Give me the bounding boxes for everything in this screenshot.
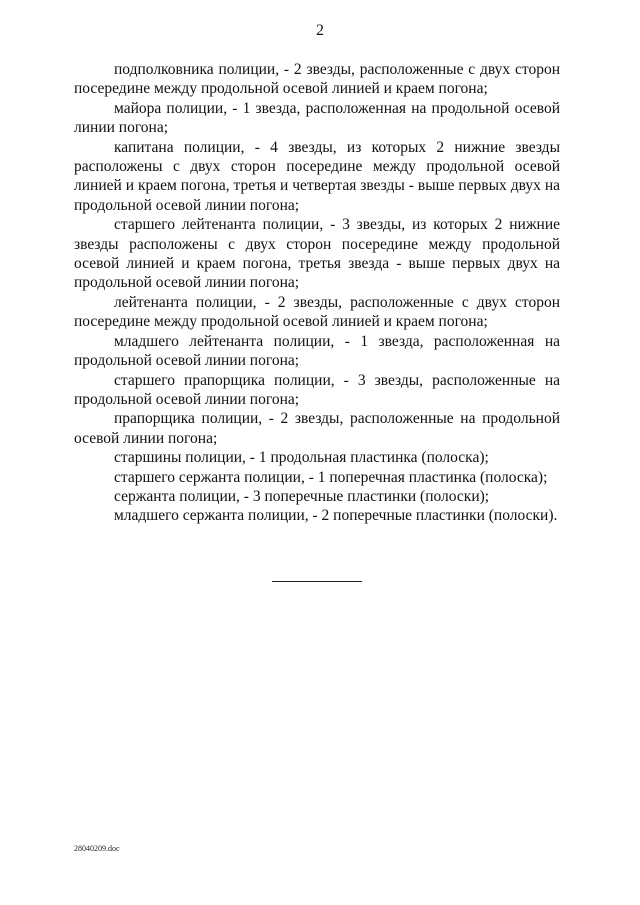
paragraph-junior-lieutenant: младшего лейтенанта полиции, - 1 звезда, расположенная на продольной осевой линии погона; [74,332,560,370]
page-number: 2 [316,22,324,39]
paragraph-senior-sergeant: старшего сержанта полиции, - 1 поперечная пластинка (полоска); [114,468,548,486]
paragraph-lieutenant-colonel: подполковника полиции, - 2 звезды, расположенные с двух сторон посередине между продольной осевой линией и краем погона; [74,61,560,98]
paragraph-senior-lieutenant: старшего лейтенанта полиции, - 3 звезды, из которых 2 нижние звезды расположены с двух сторон посередине между продольной осевой линией и краем погона, третья звезда - выше первых двух на продольной осевой линии погона; [74,216,560,292]
document-body [74,60,560,526]
paragraph-warrant-officer: прапорщика полиции, - 2 звезды, расположенные на продольной осевой линии погона; [74,410,560,447]
paragraph-captain: капитана полиции, - 4 звезды, из которых 2 нижние звезды расположены с двух сторон посередине между продольной осевой линией и краем погона, третья и четвертая звезды - выше первых двух на продольной осевой линии погона; [74,138,560,214]
paragraph-sergeant-major: старшины полиции, - 1 продольная пластинка (полоска); [114,449,489,467]
paragraph-lieutenant: лейтенанта полиции, - 2 звезды, расположенные с двух сторон посередине между продольной осевой линией и краем погона; [74,293,560,331]
paragraph-sergeant: сержанта полиции, - 3 поперечные пластинки (полоски); [114,487,490,505]
paragraph-major: майора полиции, - 1 звезда, расположенная на продольной осевой линии погона; [74,99,560,137]
end-divider-line [272,581,362,582]
paragraph-senior-warrant-officer: старшего прапорщика полиции, - 3 звезды, расположенные на продольной осевой линии погона; [74,371,560,408]
paragraph-junior-sergeant: младшего сержанта полиции, - 2 поперечные пластинки (полоски). [114,507,558,525]
footer-filename: 28040209.doc [74,844,120,853]
